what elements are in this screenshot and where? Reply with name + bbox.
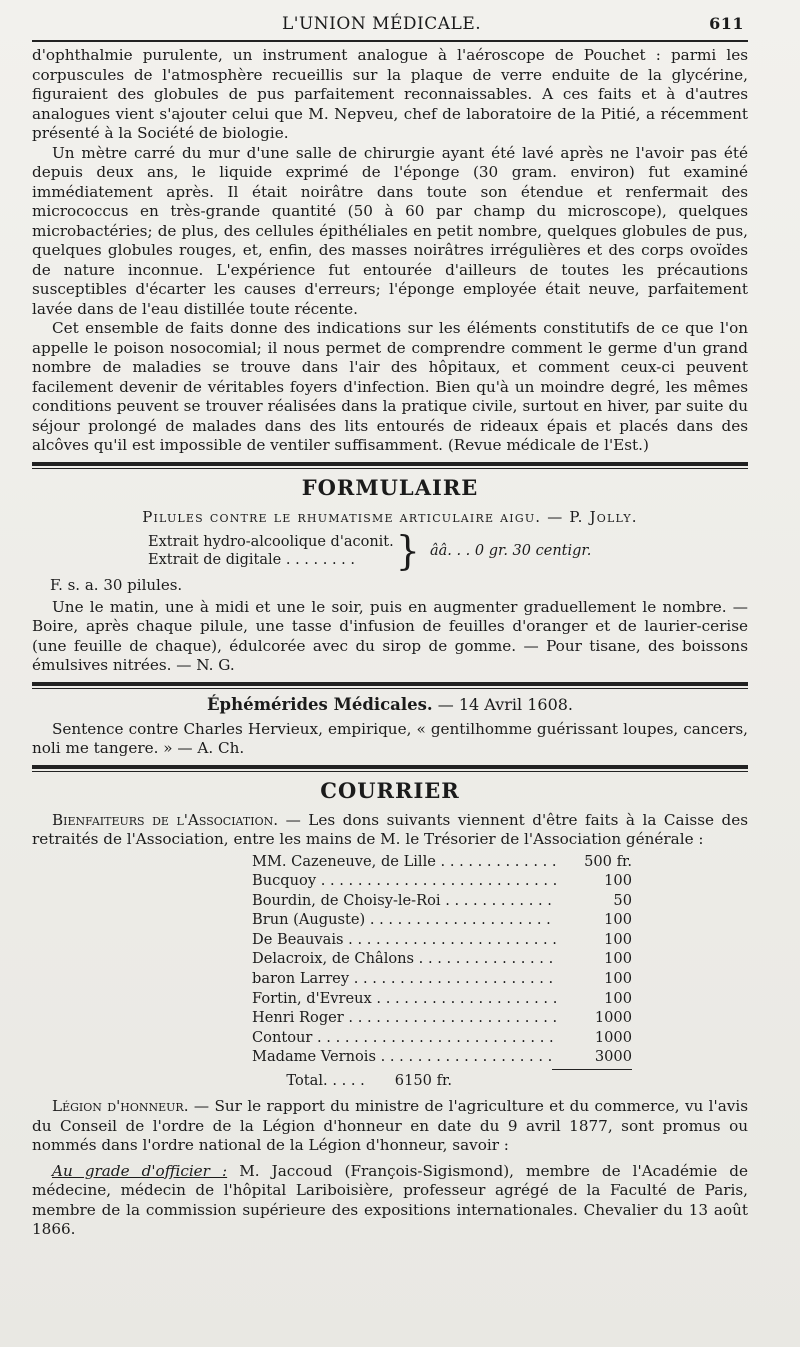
- legion-text: — Sur le rapport du ministre de l'agriculture et du commerce, vu l'avis du Conseil de l'ordre de la Légion d'honneur en date du 9 avril 1877, sont promus ou nommés dans l'ordre national de la Légion d'honneur, savoir :: [32, 1097, 749, 1155]
- donor-amount: 100: [604, 930, 632, 948]
- donor-amount: 100: [604, 970, 632, 988]
- donor-name: MM. Cazeneuve, de Lille . . .: [252, 852, 556, 872]
- list-item: [252, 1008, 632, 1028]
- ingredient-list: [148, 533, 394, 569]
- officier-text: M. Jaccoud (François-Sigismond), membre de l'Académie de médecine, médecin de l'hôpital Lariboisière, professeur agrégé de la Faculté de Paris, membre de la commission supérieure des expositions internationales. Chevalier du 13 août 1866.: [32, 1161, 748, 1239]
- bienfaiteurs-paragraph: [32, 811, 748, 850]
- donor-name: Henri Roger . . .: [252, 1008, 556, 1028]
- ephemerides-title: Éphémérides Médicales.: [206, 694, 433, 714]
- ephemerides-date: — 14 Avril 1608.: [437, 694, 574, 714]
- donor-amount: 100: [604, 989, 632, 1007]
- brace-icon: }: [395, 527, 420, 574]
- journal-title: L'UNION MÉDICALE.: [282, 14, 482, 34]
- prescription: [148, 527, 748, 574]
- list-item: [252, 1047, 632, 1067]
- list-item: [252, 930, 632, 950]
- donor-name: baron Larrey . . .: [252, 969, 556, 989]
- page-number: 611: [709, 14, 744, 33]
- prescription-dose: ââ. . . 0 gr. 30 centigr.: [429, 542, 592, 559]
- intro-paragraph-2: Un mètre carré du mur d'une salle de chirurgie ayant été lavé après ne l'avoir pas été depuis deux ans, le liquide exprimé de l'éponge (30 gram. environ) fut examiné immédiatement après. Il était noirâtre dans toute son étendue et renfermait des micrococcus en très-grande quantité (50 à 60 par champ du microscope), quelques microbactéries; de plus, des cellules épithéliales en petit nombre, quelques globules de pus, quelques globules rouges, et, enfin, des masses noirâtres irrégulières et des corps ovoïdes de nature inconnue. L'expérience fut entourée d'ailleurs de toutes les précautions susceptibles d'écarter les causes d'erreurs; l'éponge employée était neuve, parfaitement lavée dans de l'eau distillée toute récente.: [32, 143, 748, 318]
- donor-amount: 100: [604, 911, 632, 929]
- total-amount: 6150 fr.: [394, 1072, 452, 1090]
- donor-name: Brun (Auguste) . . .: [252, 910, 556, 930]
- officier-paragraph: [32, 1162, 748, 1240]
- intro-paragraph-3: Cet ensemble de faits donne des indications sur les éléments constitutifs de ce que l'on appelle le poison nosocomial; il nous permet de comprendre comment le germe d'un grand nombre de maladies se trouve dans l'air des hôpitaux, et comment ceux-ci peuvent facilement devenir de véritables foyers d'infection. Bien qu'à un moindre degré, les mêmes conditions peuvent se trouver réalisées dans la pratique civile, surtout en hiver, par suite du séjour prolongé de malades dans des lits entourés de rideaux épais et placés dans des alcôves qu'il est impossible de ventiler suffisamment. (Revue médicale de l'Est.): [32, 319, 748, 454]
- list-item: [252, 871, 632, 891]
- donor-amount: 1000: [594, 1028, 632, 1046]
- formulaire-subtitle: Pilules contre le rhumatisme articulaire aigu. — P. Jolly.: [142, 507, 638, 526]
- list-item: [252, 910, 632, 930]
- donor-name: Fortin, d'Evreux . . .: [252, 989, 556, 1009]
- total-row: [252, 1072, 452, 1089]
- officier-lead: Au grade d'officier :: [52, 1161, 228, 1180]
- donor-name: Bourdin, de Choisy-le-Roi . . .: [252, 891, 556, 911]
- donor-name: Madame Vernois . . .: [252, 1047, 556, 1067]
- list-item: [252, 949, 632, 969]
- legion-paragraph: [32, 1097, 748, 1156]
- list-item: [252, 989, 632, 1009]
- donor-name: Contour . . .: [252, 1028, 556, 1048]
- formulaire-text: Une le matin, une à midi et une le soir, puis en augmenter graduellement le nombre. — Boire, après chaque pilule, une tasse d'infusion de feuilles d'oranger et de laurier-cerise (une feuille de chaque), édulcorée avec du sirop de gomme. — Pour tisane, des boissons émulsives nitrées. — N. G.: [32, 597, 748, 674]
- list-item: [252, 891, 632, 911]
- donor-name: Bucquoy . . .: [252, 871, 556, 891]
- donor-amount: 100: [604, 872, 632, 890]
- header-rule: [32, 40, 748, 42]
- list-item: [252, 852, 632, 872]
- ephemerides-text: Sentence contre Charles Hervieux, empirique, « gentilhomme guérissant loupes, cancers, noli me tangere. » — A. Ch.: [32, 719, 748, 757]
- fsa-line: F. s. a. 30 pilules.: [50, 575, 183, 594]
- bienfaiteurs-lead: Bienfaiteurs de l'Association.: [52, 810, 279, 829]
- legion-lead: Légion d'honneur.: [52, 1097, 189, 1116]
- courrier-title: COURRIER: [320, 777, 460, 803]
- list-item: [252, 969, 632, 989]
- donor-amount: 100: [604, 950, 632, 968]
- section-divider: [32, 462, 748, 469]
- formulaire-title: FORMULAIRE: [301, 474, 479, 500]
- donor-amount: 3000: [594, 1048, 632, 1066]
- section-divider: [32, 765, 748, 772]
- donor-amount: 50: [613, 891, 632, 909]
- bienfaiteurs-text: — Les dons suivants viennent d'être faits à la Caisse des retraités de l'Association, entre les mains de M. le Trésorier de l'Association générale :: [32, 810, 749, 848]
- donor-list: [252, 852, 632, 1090]
- sum-rule: [552, 1069, 632, 1070]
- ephemerides-heading: [32, 695, 748, 714]
- intro-paragraph-1: d'ophthalmie purulente, un instrument analogue à l'aéroscope de Pouchet : parmi les corpuscules de l'atmosphère recueillis sur la plaque de verre enduite de la glycérine, figuraient des globules de pus parfaitement reconnaissables. A ces faits et à d'autres analogues vient s'ajouter celui que M. Nepveu, chef de laboratoire de la Pitié, a récemment présenté à la Société de biologie.: [32, 46, 748, 142]
- ingredient-aconit: Extrait hydro-alcoolique d'aconit.: [148, 533, 394, 550]
- total-label: Total. . . . .: [286, 1072, 365, 1090]
- list-item: [252, 1028, 632, 1048]
- ingredient-digitale: Extrait de digitale . . . . . . . .: [148, 551, 355, 568]
- donor-amount: 500 fr.: [584, 852, 632, 870]
- section-divider: [32, 682, 748, 689]
- donor-name: De Beauvais . . .: [252, 930, 556, 950]
- page-header: [32, 14, 748, 34]
- donor-amount: 1000: [594, 1009, 632, 1027]
- donor-name: Delacroix, de Châlons . . .: [252, 949, 556, 969]
